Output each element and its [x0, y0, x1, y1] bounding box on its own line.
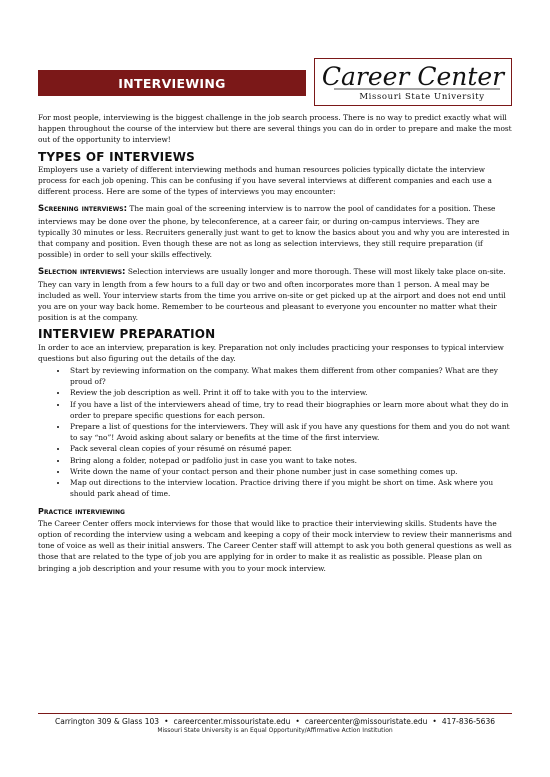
header: [38, 58, 512, 106]
list-item: • Start by reviewing information on the company. What makes them different from other companies? What are they proud of?: [68, 365, 513, 387]
document-body: [38, 112, 513, 580]
career-center-logo: [314, 58, 512, 106]
prep-paragraph: In order to ace an interview, preparation is key. Preparation not only includes practicing your responses to typical interview questions but also figuring out the details of the day.: [38, 342, 504, 363]
practice-heading: Practice interviewing: [38, 506, 125, 516]
logo-line1: Career Center: [321, 62, 505, 91]
types-paragraph: Employers use a variety of different interviewing methods and human resources policies typically dictate the interview process for each job opening. This can be confusing if you have several interviews at different companies and each use a different process. Here are some of the types of interviews you may encounter:: [38, 164, 492, 197]
screening-label: Screening interviews:: [38, 204, 128, 215]
list-item: • Pack several clean copies of your résumé on résumé paper.: [68, 443, 513, 454]
footer-website-link[interactable]: careercenter.missouristate.edu: [173, 717, 291, 726]
footer-notice: Missouri State University is an Equal Opportunity/Affirmative Action Institution: [157, 727, 393, 734]
practice-paragraph: The Career Center offers mock interviews for those that would like to practice their interviewing skills. Students have the option of recording the interview using a webcam and keeping a copy of their mock interview to review their mannerisms and tone of voice as well as their initial answers. The Career Center staff will attempt to ask you both general questions as well as those that are related to the type of job you are applying for in order to make it as realistic as possible. Please plan on bringing a job description and your resume with you to your mock interview.: [38, 518, 513, 573]
footer-separator: •: [295, 717, 300, 726]
logo-line2: Missouri State University: [359, 92, 485, 102]
selection-text: Selection interviews are usually longer and more thorough. These will most likely take place on-site. They can vary in length from a few hours to a full day or two and often incorporates more than 1 person. A meal may be included as well. Your interview starts from the time you arrive on-site or get picked up at the airport and does not end until you are on your way back home. Remember to be courteous and pleasant to everyone you encounter no matter what their position is at the company.: [38, 267, 506, 323]
prep-list: [38, 365, 513, 499]
screening-text: The main goal of the screening interview is to narrow the pool of candidates for a position. These interviews may be done over the phone, by teleconference, at a career fair, or during on-campus interviews. They are typically 30 minutes or less. Recruiters generally just want to get to know the basics about you and why you are interested in that company and position. Even though these are not as long as selection interviews, they still require preparation (if possible) in order to sell your skills effectively.: [38, 204, 510, 260]
selection-label: Selection interviews:: [38, 267, 126, 278]
footer-contact-line: [38, 717, 512, 726]
footer-address: Carrington 309 & Glass 103: [54, 717, 160, 726]
footer-email-link[interactable]: careercenter@missouristate.edu: [304, 717, 428, 726]
list-item: • Bring along a folder, notepad or padfolio just in case you want to take notes.: [68, 455, 513, 466]
prep-heading: INTERVIEW PREPARATION: [38, 327, 216, 342]
footer-separator: •: [432, 717, 437, 726]
selection-paragraph: [38, 266, 513, 323]
footer-phone: 417-836-5636: [441, 717, 495, 726]
intro-paragraph: For most people, interviewing is the biggest challenge in the job search process. There is no way to predict exactly what will happen throughout the course of the interview but there are several things you can do in order to prepare and make the most out of the opportunity to interview!: [38, 113, 512, 145]
list-item: • Map out directions to the interview location. Practice driving there if you might be short on time. Ask where you should park ahead of time.: [68, 477, 513, 499]
footer: [38, 713, 512, 734]
types-heading: TYPES OF INTERVIEWS: [38, 149, 196, 164]
list-item: • Prepare a list of questions for the interviewers. They will ask if you have any questions for them and you do not want to say “no”! Avoid asking about salary or benefits at the time of the first interview.: [68, 421, 513, 443]
list-item: • Write down the name of your contact person and their phone number just in case something comes up.: [68, 466, 513, 477]
list-item: • If you have a list of the interviewers ahead of time, try to read their biographies or learn more about what they do in order to prepare specific questions for each person.: [68, 399, 513, 421]
page-title: INTERVIEWING: [38, 70, 306, 96]
footer-separator: •: [164, 717, 169, 726]
list-item: • Review the job description as well. Print it off to take with you to the interview.: [68, 387, 513, 398]
screening-paragraph: [38, 203, 513, 260]
